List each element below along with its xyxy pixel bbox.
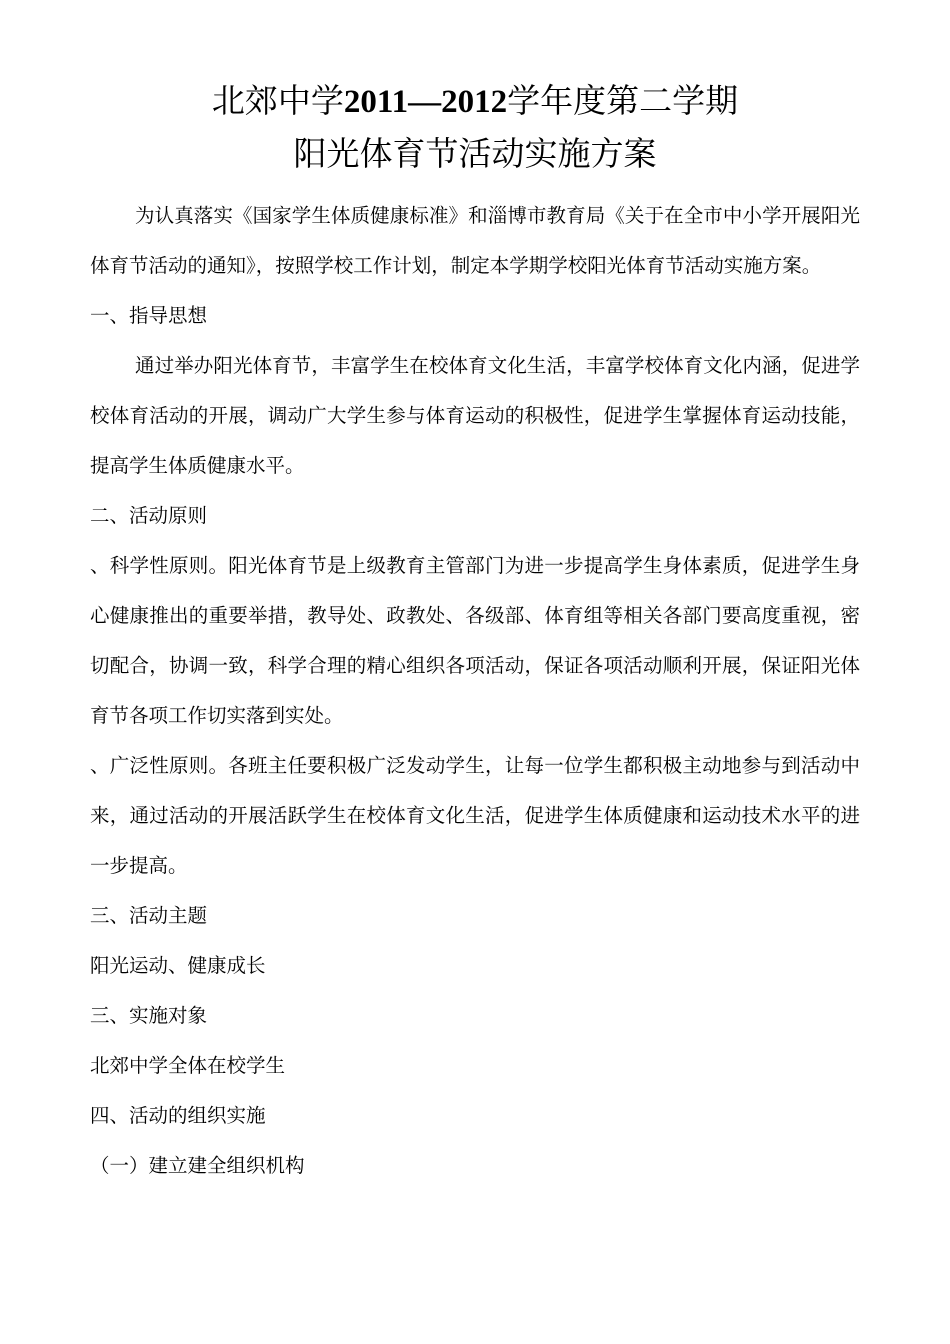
title-year: 2011—2012 xyxy=(343,84,508,120)
section-body-guiding-thought: 通过举办阳光体育节，丰富学生在校体育文化生活，丰富学校体育文化内涵，促进学校体育活动的开展，调动广大学生参与体育运动的积极性，促进学生掌握体育运动技能，提高学生体质健康水平。 xyxy=(90,354,860,477)
document-body xyxy=(90,191,860,1191)
subsection-heading-organization-setup: （一）建立建全组织机构 xyxy=(90,1154,305,1177)
section-body-target: 北郊中学全体在校学生 xyxy=(90,1054,286,1077)
principle-item-scientific: 、科学性原则。阳光体育节是上级教育主管部门为进一步提高学生身体素质，促进学生身心健康推出的重要举措，教导处、政教处、各级部、体育组等相关各部门要高度重视，密切配合，协调一致，科学合理的精心组织各项活动，保证各项活动顺利开展，保证阳光体育节各项工作切实落到实处。 xyxy=(90,554,860,727)
intro-paragraph: 为认真落实《国家学生体质健康标准》和淄博市教育局《关于在全市中小学开展阳光体育节活动的通知》，按照学校工作计划，制定本学期学校阳光体育节活动实施方案。 xyxy=(90,204,860,277)
document-title-line2: 阳光体育节活动实施方案 xyxy=(293,134,657,173)
section-heading-guiding-thought: 一、指导思想 xyxy=(90,304,208,327)
section-heading-organization: 四、活动的组织实施 xyxy=(90,1104,266,1127)
document-page xyxy=(90,78,860,1191)
section-heading-principles: 二、活动原则 xyxy=(90,504,208,527)
section-heading-target: 三、实施对象 xyxy=(90,1004,208,1027)
principle-item-extensive: 、广泛性原则。各班主任要积极广泛发动学生，让每一位学生都积极主动地参与到活动中来，通过活动的开展活跃学生在校体育文化生活，促进学生体质健康和运动技术水平的进一步提高。 xyxy=(90,754,860,877)
title-suffix: 学年度第二学期 xyxy=(507,81,739,120)
title-prefix: 北郊中学 xyxy=(211,81,344,120)
section-body-theme: 阳光运动、健康成长 xyxy=(90,954,266,977)
section-heading-theme: 三、活动主题 xyxy=(90,904,208,927)
document-title-line1 xyxy=(90,78,860,125)
